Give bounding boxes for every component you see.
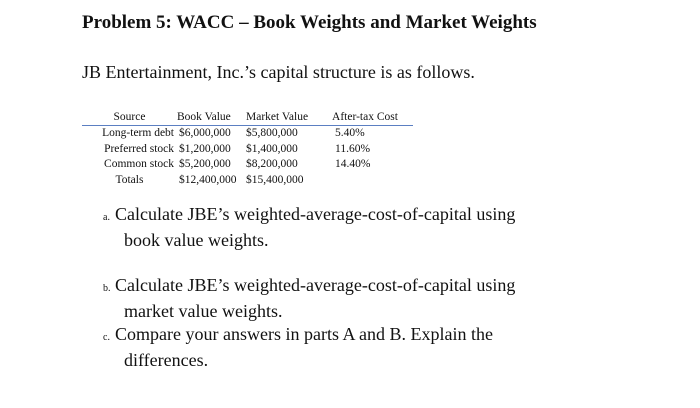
row-book-value: $5,200,000 (179, 158, 231, 171)
question-a (103, 203, 515, 251)
row-book-value: $1,200,000 (179, 142, 231, 155)
row-source: Long-term debt (102, 127, 174, 140)
row-after-tax-cost: 14.40% (335, 158, 371, 171)
row-source: Preferred stock (104, 142, 174, 155)
row-market-value: $8,200,000 (246, 158, 298, 171)
row-market-value: $5,800,000 (246, 127, 298, 140)
header-source: Source (82, 110, 177, 126)
table-row (82, 142, 413, 158)
question-marker: b. (103, 283, 111, 294)
table-header-row (82, 110, 413, 126)
question-text-line2: market value weights. (124, 301, 283, 321)
totals-market-value: $15,400,000 (246, 174, 304, 187)
totals-after-tax-cost (317, 173, 413, 189)
row-after-tax-cost: 5.40% (335, 127, 365, 140)
table-totals-row (82, 173, 413, 189)
totals-book-value: $12,400,000 (179, 174, 237, 187)
question-text-line2: differences. (124, 350, 209, 370)
question-text-line2: book value weights. (124, 230, 269, 250)
header-book-value: Book Value (177, 110, 246, 126)
question-b (103, 274, 515, 322)
header-market-value: Market Value (246, 110, 317, 126)
intro-text: JB Entertainment, Inc.’s capital structure is as follows. (82, 62, 475, 82)
question-text-line1: Calculate JBE’s weighted-average-cost-of-capital using (115, 204, 516, 224)
header-after-tax-cost: After-tax Cost (317, 110, 413, 126)
capital-structure-table (82, 110, 413, 188)
row-after-tax-cost: 11.60% (335, 142, 371, 155)
row-book-value: $6,000,000 (179, 127, 231, 140)
question-text-line1: Calculate JBE’s weighted-average-cost-of-capital using (115, 275, 516, 295)
problem-title: Problem 5: WACC – Book Weights and Market Weights (82, 12, 537, 33)
row-market-value: $1,400,000 (246, 142, 298, 155)
question-c (103, 323, 493, 371)
table-row (82, 157, 413, 173)
question-marker: c. (103, 332, 110, 343)
table-row (82, 126, 413, 142)
totals-label: Totals (115, 174, 144, 187)
question-text-line1: Compare your answers in parts A and B. Explain the (115, 324, 493, 344)
question-marker: a. (103, 212, 110, 223)
row-source: Common stock (104, 158, 174, 171)
